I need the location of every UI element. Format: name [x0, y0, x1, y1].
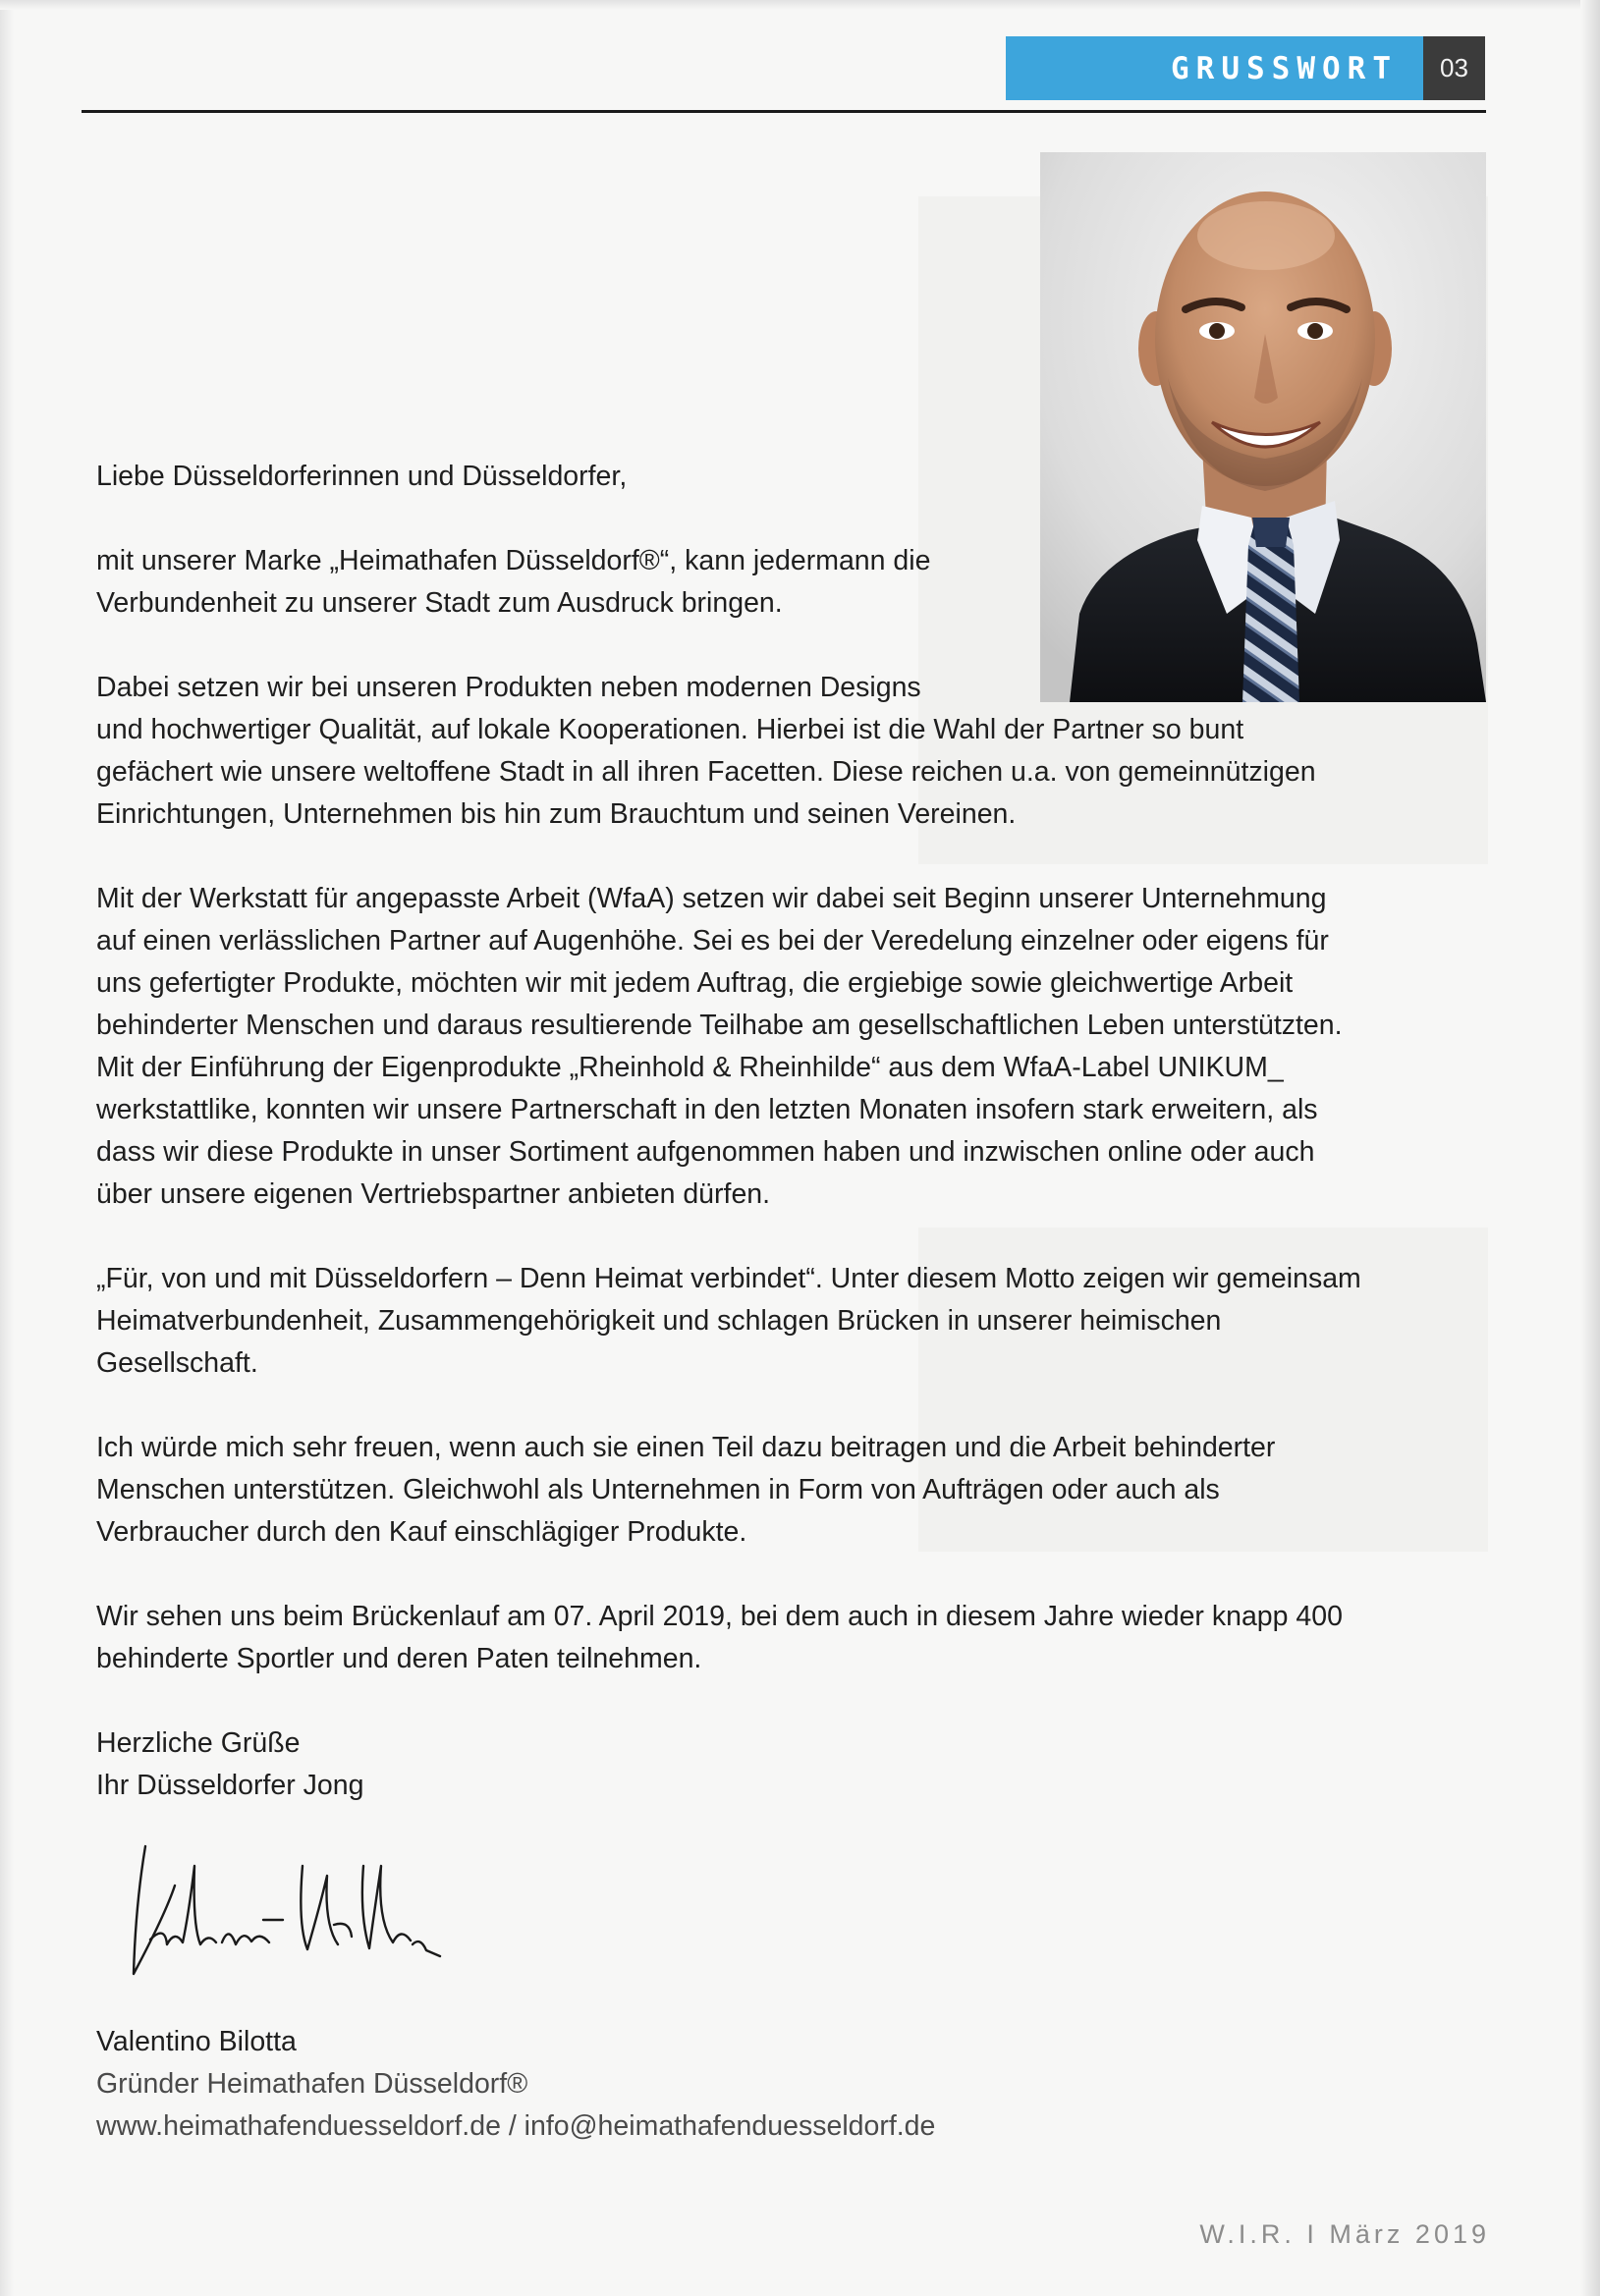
letter-paragraph: Liebe Düsseldorferinnen und Düsseldorfer, — [96, 461, 628, 492]
letter-body — [96, 456, 1486, 1807]
page-edge-right — [1580, 0, 1600, 2296]
letter-paragraph: Dabei setzen wir bei unseren Produkten neben modernen Designs und hochwertiger Qualität, auf lokale Kooperationen. Hierbei ist die Wahl der Partner so bunt gefächert wie unsere weltoffene Stadt in all ihren Facetten. Diese reichen u.a. von gemeinnützigen Einrichtungen, Unternehmen bis hin zum Brauchtum und seinen Vereinen. — [96, 672, 1316, 830]
signer-contact: www.heimathafenduesseldorf.de / info@heimathafenduesseldorf.de — [96, 2110, 936, 2142]
letter-paragraph: Mit der Werkstatt für angepasste Arbeit (WfaA) setzen wir dabei seit Beginn unserer Unternehmung auf einen verlässlichen Partner auf Augenhöhe. Sei es bei der Veredelung einzelner oder eigens für uns gefertigter Produkte, möchten wir mit jedem Auftrag, die ergiebige sowie gleichwertige Arbeit behinderter Menschen und daraus resultierende Teilhabe am gesellschaftlichen Leben unterstützten. Mit der Einführung der Eigenprodukte „Rheinhold & Rheinhilde“ aus dem WfaA-Label UNIKUM_ werkstattlike, konnten wir unsere Partnerschaft in den letzten Monaten insofern stark erweitern, als dass wir diese Produkte in unser Sortiment aufgenommen haben und inzwischen online oder auch über unsere eigenen Vertriebspartner anbieten dürfen. — [96, 883, 1343, 1210]
letter-paragraph: mit unserer Marke „Heimathafen Düsseldorf®“, kann jedermann die Verbundenheit zu unserer Stadt zum Ausdruck bringen. — [96, 545, 931, 619]
page-edge-left — [0, 0, 14, 2296]
page-edge-top — [0, 0, 1600, 10]
handwritten-signature — [106, 1827, 499, 1994]
letter-paragraph: „Für, von und mit Düsseldorfern – Denn Heimat verbindet“. Unter diesem Motto zeigen wir gemeinsam Heimatverbundenheit, Zusammengehörigkeit und schlagen Brücken in unserer heimischen Gesellschaft. — [96, 1263, 1361, 1379]
letter-closing: Herzliche Grüße Ihr Düsseldorfer Jong — [96, 1727, 364, 1801]
signature-drawing — [106, 1827, 499, 1994]
letter-paragraph: Ich würde mich sehr freuen, wenn auch sie einen Teil dazu beitragen und die Arbeit behinderter Menschen unterstützen. Gleichwohl als Unternehmen in Form von Aufträgen oder auch als Verbraucher durch den Kauf einschlägiger Produkte. — [96, 1432, 1276, 1548]
signer-role: Gründer Heimathafen Düsseldorf® — [96, 2068, 528, 2100]
signer-block — [96, 2021, 935, 2148]
header-rule — [82, 110, 1486, 113]
section-header — [1006, 36, 1485, 100]
letter-paragraph: Wir sehen uns beim Brückenlauf am 07. April 2019, bei dem auch in diesem Jahre wieder knapp 400 behinderte Sportler und deren Paten teilnehmen. — [96, 1601, 1343, 1674]
issue-footer: W.I.R. I März 2019 — [1199, 2219, 1490, 2249]
page-number: 03 — [1423, 36, 1485, 100]
signer-name: Valentino Bilotta — [96, 2026, 297, 2057]
section-label: GRUSSWORT — [1006, 36, 1423, 100]
